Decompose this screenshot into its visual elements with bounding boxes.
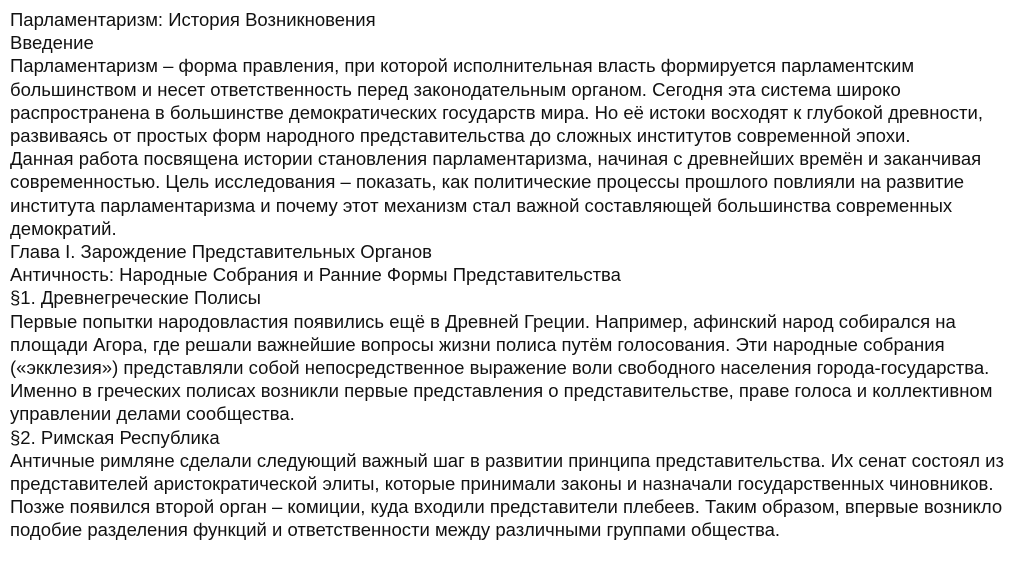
chapter-1-heading: Глава I. Зарождение Представительных Органов: [10, 241, 432, 263]
section-1-heading: §1. Древнегреческие Полисы: [10, 287, 261, 309]
section-2-paragraph: Античные римляне сделали следующий важный шаг в развитии принципа представительства. Их сенат состоял из представителей аристократической элиты, которые принимали законы и назначали государственных чиновников. Позже появился второй орган – комиции, куда входили представители плебеев. Таким образом, впервые возникло подобие разделения функций и ответственности между различными группами общества.: [10, 449, 1004, 541]
section-1-paragraph: Первые попытки народовластия появились ещё в Древней Греции. Например, афинский народ собирался на площади Агора, где решали важнейшие вопросы жизни полиса путём голосования. Эти народные собрания («экклезия») представляли собой непосредственное выражение воли свободного населения города-государства. Именно в греческих полисах возникли первые представления о представительстве, праве голоса и коллективном управлении делами сообщества.: [10, 310, 993, 425]
intro-paragraph-1: Парламентаризм – форма правления, при которой исполнительная власть формируется парламентским большинством и несет ответственность перед законодательным органом. Сегодня эта система широко распространена в большинстве демократических государств мира. Но её истоки восходят к глубокой древности, развиваясь от простых форм народного представительства до сложных институтов современной эпохи.: [10, 55, 983, 147]
intro-paragraph-2: Данная работа посвящена истории становления парламентаризма, начиная с древнейших времён и заканчивая современностью. Цель исследования – показать, как политические процессы прошлого повлияли на развитие института парламентаризма и почему этот механизм стал важной составляющей большинства современных демократий.: [10, 148, 982, 239]
section-2-heading: §2. Римская Республика: [10, 426, 220, 448]
document-body: [10, 8, 1016, 542]
document-title: Парламентаризм: История Возникновения: [10, 9, 376, 30]
intro-heading: Введение: [10, 32, 94, 54]
antiquity-heading: Античность: Народные Собрания и Ранние Формы Представительства: [10, 264, 621, 286]
